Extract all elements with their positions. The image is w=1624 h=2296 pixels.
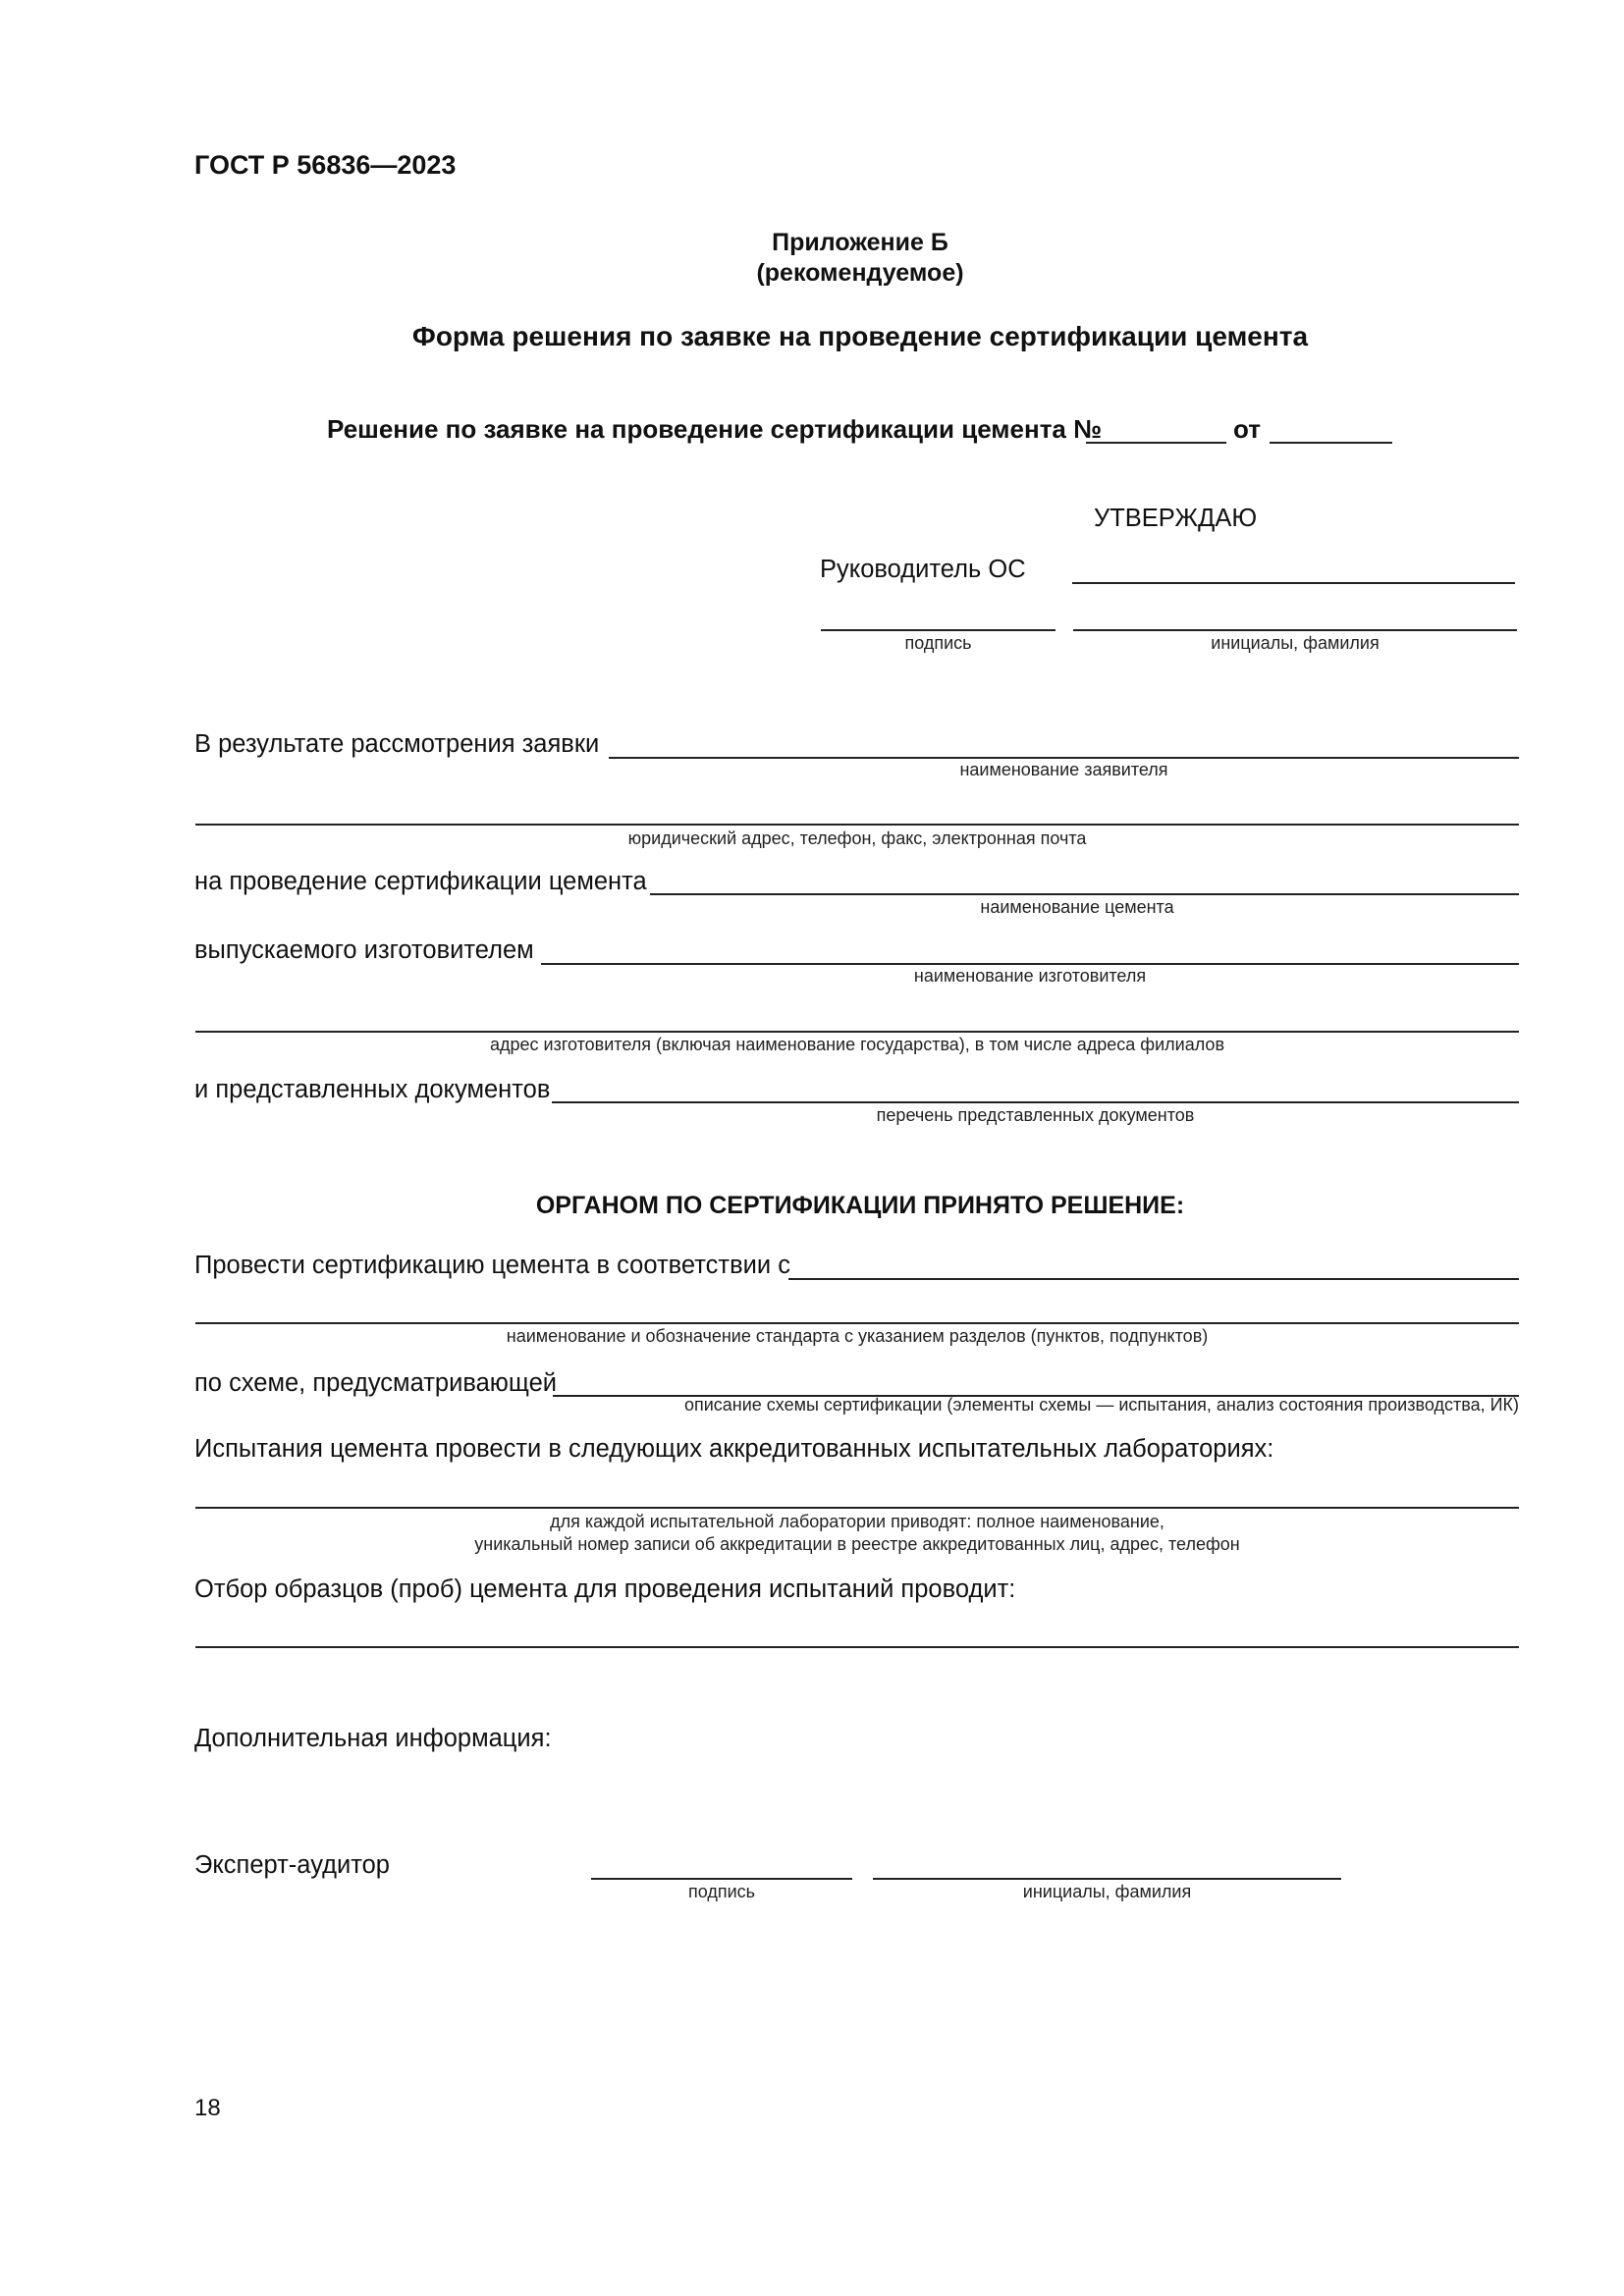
decision-from-label: от: [1233, 414, 1261, 444]
applicant-blank[interactable]: [609, 757, 1519, 759]
sampling-label: Отбор образцов (проб) цемента для проведения испытаний проводит:: [194, 1575, 1016, 1603]
cement-name-caption: наименование цемента: [980, 897, 1174, 917]
approve-label: УТВЕРЖДАЮ: [1094, 505, 1258, 532]
conduct-label: Провести сертификацию цемента в соответствии с: [194, 1252, 790, 1279]
sampling-blank[interactable]: [195, 1646, 1519, 1648]
applicant-address-blank[interactable]: [195, 824, 1519, 826]
labs-blank[interactable]: [195, 1507, 1519, 1509]
expert-signature-caption: подпись: [687, 1882, 756, 1901]
expert-initials-blank[interactable]: [873, 1878, 1341, 1880]
documents-caption: перечень представленных документов: [876, 1105, 1195, 1125]
page-number: 18: [194, 2095, 221, 2121]
appendix-title: Приложение Б: [772, 229, 948, 256]
review-label: В результате рассмотрения заявки: [194, 730, 600, 758]
certification-label: на проведение сертификации цемента: [194, 868, 647, 895]
standard-blank-2[interactable]: [195, 1322, 1519, 1324]
scheme-label: по схеме, предусматривающей: [194, 1369, 558, 1397]
labs-label: Испытания цемента провести в следующих аккредитованных испытательных лабораториях:: [194, 1435, 1274, 1463]
manufacturer-blank[interactable]: [541, 963, 1519, 965]
expert-label: Эксперт-аудитор: [194, 1851, 390, 1879]
form-title: Форма решения по заявке на проведение сертификации цемента: [411, 321, 1309, 351]
decision-date-blank[interactable]: [1270, 442, 1392, 444]
manufacturer-caption: наименование изготовителя: [913, 966, 1147, 986]
documents-blank[interactable]: [552, 1101, 1519, 1103]
head-name-blank[interactable]: [1072, 582, 1515, 584]
applicant-caption: наименование заявителя: [959, 760, 1168, 779]
decision-section-heading: ОРГАНОМ ПО СЕРТИФИКАЦИИ ПРИНЯТО РЕШЕНИЕ:: [535, 1192, 1185, 1219]
documents-label: и представленных документов: [194, 1076, 551, 1103]
decision-number-blank[interactable]: [1086, 442, 1226, 444]
manufacturer-label: выпускаемого изготовителем: [194, 936, 534, 964]
decision-heading: Решение по заявке на проведение сертификации цемента №: [327, 414, 1103, 444]
expert-signature-blank[interactable]: [591, 1878, 852, 1880]
additional-info-label: Дополнительная информация:: [194, 1725, 552, 1752]
expert-initials-caption: инициалы, фамилия: [1022, 1882, 1192, 1901]
manufacturer-address-blank[interactable]: [195, 1031, 1519, 1033]
head-signature-caption: подпись: [904, 633, 972, 653]
head-initials-caption: инициалы, фамилия: [1211, 633, 1380, 653]
cement-name-blank[interactable]: [650, 893, 1519, 895]
labs-caption-line-1: для каждой испытательной лаборатории приводят: полное наименование,: [550, 1512, 1164, 1531]
scheme-caption: описание схемы сертификации (элементы схемы — испытания, анализ состояния производства, ИК): [683, 1395, 1519, 1415]
head-label: Руководитель ОС: [820, 556, 1026, 583]
head-initials-blank[interactable]: [1073, 629, 1517, 631]
head-signature-blank[interactable]: [821, 629, 1056, 631]
standard-caption: наименование и обозначение стандарта с указанием разделов (пунктов, подпунктов): [506, 1326, 1209, 1346]
labs-caption-line-2: уникальный номер записи об аккредитации в реестре аккредитованных лиц, адрес, телефон: [474, 1534, 1240, 1554]
document-code: ГОСТ Р 56836—2023: [194, 150, 457, 180]
appendix-status: (рекомендуемое): [756, 259, 964, 287]
applicant-address-caption: юридический адрес, телефон, факс, электронная почта: [627, 828, 1087, 848]
manufacturer-address-caption: адрес изготовителя (включая наименование государства), в том числе адреса филиалов: [489, 1035, 1225, 1054]
standard-blank-1[interactable]: [788, 1278, 1519, 1280]
